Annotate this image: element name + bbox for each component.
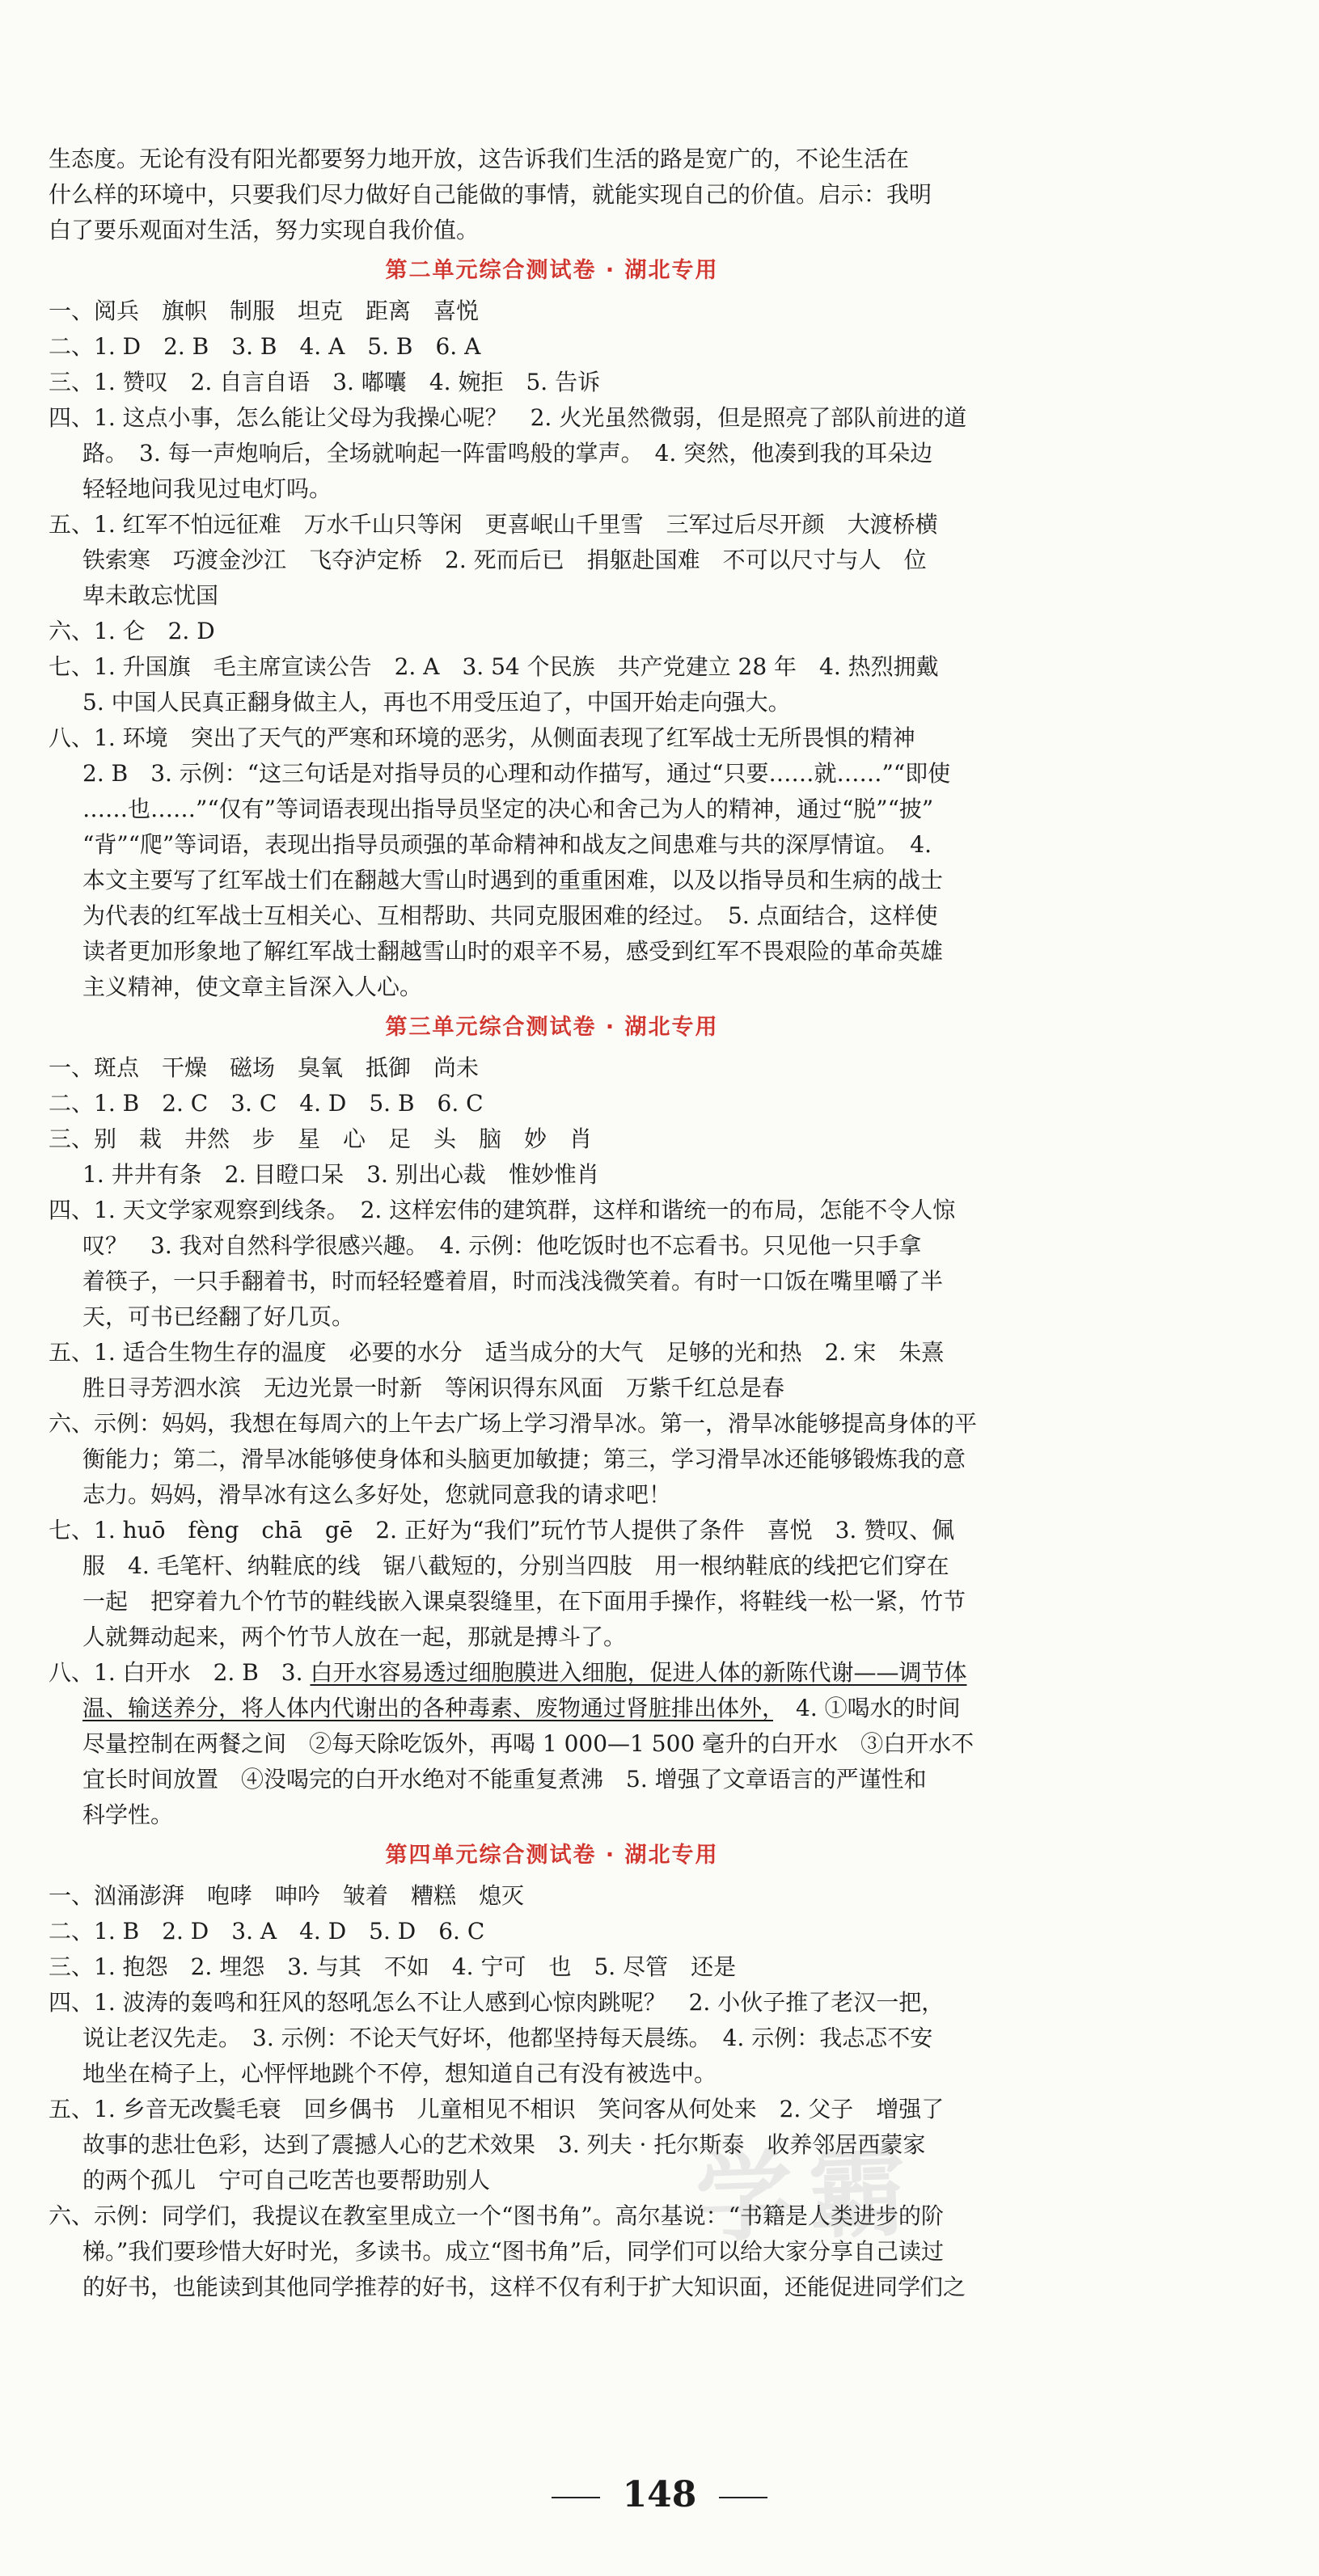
section-heading: 第二单元综合测试卷 · 湖北专用 [385,258,719,283]
answer-line: 五、1. 适合生物生存的温度 必要的水分 适当成分的大气 足够的光和热 2. 宋 朱熹 [49,1339,945,1366]
answer-line: 服 4. 毛笔杆、纳鞋底的线 锯八截短的，分别当四肢 用一根纳鞋底的线把它们穿在 [82,1552,949,1579]
answer-line: 本文主要写了红军战士们在翻越大雪山时遇到的重重困难，以及以指导员和生病的战士 [82,867,944,893]
answer-line: 五、1. 红军不怕远征难 万水千山只等闲 更喜岷山千里雪 三军过后尽开颜 大渡桥横 [49,511,938,538]
answer-line: 四、1. 这点小事，怎么能让父母为我操心呢？ 2. 火光虽然微弱，但是照亮了部队前进的道 [49,404,967,431]
answer-line: 卑未敢忘忧国 [82,582,219,609]
answer-line: 二、1. D 2. B 3. B 4. A 5. B 6. A [49,333,481,360]
section-heading: 第三单元综合测试卷 · 湖北专用 [385,1015,719,1040]
answer-line: 志力。妈妈，滑旱冰有这么多好处，您就同意我的请求吧！ [82,1481,672,1508]
answer-line: 六、1. 仑 2. D [49,618,215,644]
answer-line: 七、1. 升国旗 毛主席宣读公告 2. A 3. 54 个民族 共产党建立 28 年 4. 热烈拥戴 [49,653,939,680]
answer-line: 着筷子，一只手翻着书，时而轻轻蹙着眉，时而浅浅微笑着。有时一口饭在嘴里嚼了半 [82,1268,944,1294]
answer-line: 尽量控制在两餐之间 ②每天除吃饭外，再喝 1 000—1 500 毫升的白开水 ③白开水不 [82,1730,974,1757]
answer-line: 八、1. 环境 突出了天气的严寒和环境的恶劣，从侧面表现了红军战士无所畏惧的精神 [49,724,915,751]
answer-line: 的好书，也能读到其他同学推荐的好书，这样不仅有利于扩大知识面，还能促进同学们之 [82,2274,966,2300]
answer-line: ……也……”“仅有”等词语表现出指导员坚定的决心和舍己为人的精神，通过“脱”“披” [82,796,934,822]
answer-page [49,141,1055,2305]
answer-line: 地坐在椅子上，心怦怦地跳个不停，想知道自己有没有被选中。 [82,2060,717,2087]
answer-line: 一、汹涌澎湃 咆哮 呻吟 皱着 糟糕 熄灭 [49,1882,525,1909]
intro-line: 生态度。无论有没有阳光都要努力地开放，这告诉我们生活的路是宽广的，不论生活在 [49,146,910,172]
underlined-answer: 温、输送养分，将人体内代谢出的各种毒素、废物通过肾脏排出体外， [82,1695,774,1721]
answer-line: 胜日寻芳泗水滨 无边光景一时新 等闲识得东风面 万紫千红总是春 [82,1375,785,1401]
answer-line: 七、1. huō fèng chā gē 2. 正好为“我们”玩竹节人提供了条件 喜悦 3. 赞叹、佩 [49,1517,955,1543]
answer-line [49,1655,1055,1691]
answer-line: 1. 井井有条 2. 目瞪口呆 3. 别出心裁 惟妙惟肖 [82,1161,599,1188]
underlined-answer: 白开水容易透过细胞膜进入细胞，促进人体的新陈代谢——调节体 [310,1659,967,1686]
answer-line: 六、示例：同学们，我提议在教室里成立一个“图书角”。高尔基说：“书籍是人类进步的阶 [49,2202,944,2229]
answer-line: 宜长时间放置 ④没喝完的白开水绝对不能重复煮沸 5. 增强了文章语言的严谨性和 [82,1766,927,1793]
answer-line: 为代表的红军战士互相关心、互相帮助、共同克服困难的经过。 5. 点面结合，这样使 [82,902,938,929]
answer-line: 三、1. 抱怨 2. 埋怨 3. 与其 不如 4. 宁可 也 5. 尽管 还是 [49,1953,737,1980]
answer-line: 2. B 3. 示例：“这三句话是对指导员的心理和动作描写，通过“只要……就……”“即使 [82,760,951,787]
answer-line: 主义精神，使文章主旨深入人心。 [82,973,423,1000]
watermark-text: 学霸 [694,2136,924,2257]
answer-line: 三、1. 赞叹 2. 自言自语 3. 嘟囔 4. 婉拒 5. 告诉 [49,369,601,395]
answer-line: 5. 中国人民真正翻身做主人，再也不用受压迫了，中国开始走向强大。 [82,689,791,716]
answer-line: 一起 把穿着九个竹节的鞋线嵌入课桌裂缝里，在下面用手操作，将鞋线一松一紧，竹节 [82,1588,966,1615]
intro-line: 什么样的环境中，只要我们尽力做好自己能做的事情，就能实现自己的价值。启示：我明 [49,181,932,208]
answer-line: 四、1. 天文学家观察到线条。 2. 这样宏伟的建筑群，这样和谐统一的布局，怎能不令人惊 [49,1197,956,1223]
answer-line: 铁索寒 巧渡金沙江 飞夺泸定桥 2. 死而后已 捐躯赴国难 不可以尺寸与人 位 [82,547,927,573]
footer-dash-right [719,2497,767,2498]
answer-line: 路。 3. 每一声炮响后，全场就响起一阵雷鸣般的掌声。 4. 突然，他凑到我的耳朵边 [82,440,933,467]
answer-line: 三、别 栽 井然 步 星 心 足 头 脑 妙 肖 [49,1125,593,1152]
answer-line: 四、1. 波涛的轰鸣和狂风的怒吼怎么不让人感到心惊肉跳呢？ 2. 小伙子推了老汉一把， [49,1989,945,2016]
answer-line: 衡能力；第二，滑旱冰能够使身体和头脑更加敏捷；第三，学习滑旱冰还能够锻炼我的意 [82,1446,966,1472]
intro-line: 白了要乐观面对生活，努力实现自我价值。 [49,217,480,243]
answer-line: 二、1. B 2. D 3. A 4. D 5. D 6. C [49,1918,485,1945]
answer-line: 的两个孤儿 宁可自己吃苦也要帮助别人 [82,2167,491,2194]
answer-line: 叹？ 3. 我对自然科学很感兴趣。 4. 示例：他吃饭时也不忘看书。只见他一只手拿 [82,1232,922,1259]
answer-text: 八、1. 白开水 2. B 3. [49,1659,311,1686]
footer-dash-left [552,2497,600,2498]
answer-line: 五、1. 乡音无改鬓毛衰 回乡偶书 儿童相见不相识 笑问客从何处来 2. 父子 增强了 [49,2096,945,2122]
section-heading: 第四单元综合测试卷 · 湖北专用 [385,1843,719,1868]
answer-line: 一、阅兵 旗帜 制服 坦克 距离 喜悦 [49,298,480,324]
answer-line: 科学性。 [82,1801,174,1828]
answer-line: 天，可书已经翻了好几页。 [82,1303,355,1330]
answer-text: 4. ①喝水的时间 [773,1695,961,1721]
answer-line [49,1691,1055,1726]
answer-line: 说让老汉先走。 3. 示例：不论天气好坏，他都坚持每天晨练。 4. 示例：我忐忑不安 [82,2025,933,2051]
answer-line: 故事的悲壮色彩，达到了震撼人心的艺术效果 3. 列夫 · 托尔斯泰 收养邻居西蒙家 [82,2131,926,2158]
answer-line: 梯。”我们要珍惜大好时光，多读书。成立“图书角”后，同学们可以给大家分享自己读过 [82,2238,944,2265]
answer-line: 人就舞动起来，两个竹节人放在一起，那就是搏斗了。 [82,1624,627,1650]
answer-line: 轻轻地问我见过电灯吗。 [82,475,332,502]
answer-line: 六、示例：妈妈，我想在每周六的上午去广场上学习滑旱冰。第一，滑旱冰能够提高身体的平 [49,1410,978,1437]
answer-line: 读者更加形象地了解红军战士翻越雪山时的艰辛不易，感受到红军不畏艰险的革命英雄 [82,938,944,965]
page-number: 148 [622,2474,697,2515]
page-number-footer [0,2474,1319,2515]
answer-line: “背”“爬”等词语，表现出指导员顽强的革命精神和战友之间患难与共的深厚情谊。 4. [82,831,932,858]
answer-line: 二、1. B 2. C 3. C 4. D 5. B 6. C [49,1090,484,1117]
answer-line: 一、斑点 干燥 磁场 臭氧 抵御 尚未 [49,1054,480,1081]
